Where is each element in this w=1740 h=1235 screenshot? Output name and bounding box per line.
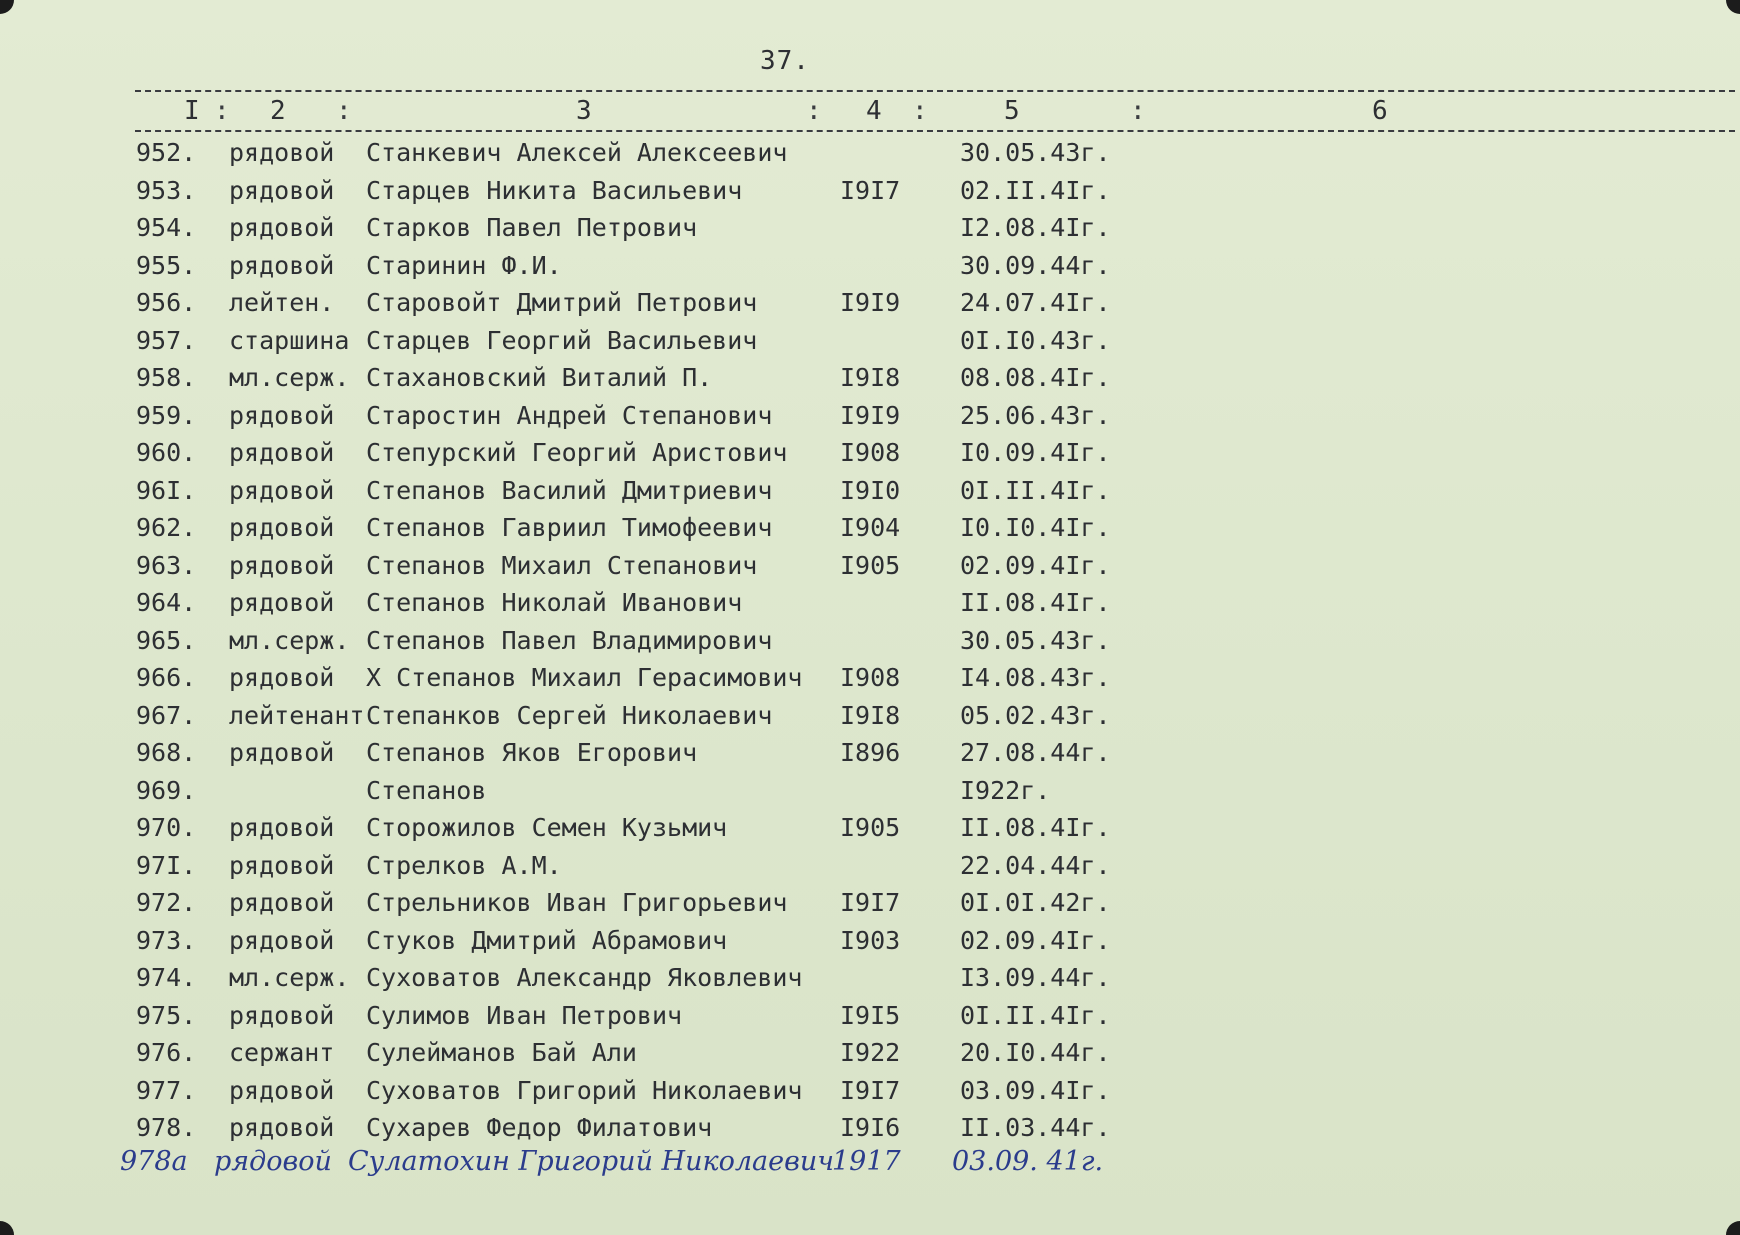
record-name: Стрельников Иван Григорьевич xyxy=(366,888,788,917)
column-header-4: 4 xyxy=(866,96,882,126)
record-date: II.03.44г. xyxy=(960,1113,1111,1142)
record-number: 969. xyxy=(136,775,197,805)
record-number: 962. xyxy=(136,513,197,542)
record-date: 20.I0.44г. xyxy=(960,1038,1111,1067)
record-date: 02.09.4Iг. xyxy=(960,925,1111,955)
record-name: Степанов Николай Иванович xyxy=(366,588,743,617)
table-row xyxy=(0,472,1740,510)
record-name: Старков Павел Петрович xyxy=(366,213,698,242)
handwritten-entry xyxy=(0,1140,1740,1190)
record-rank: старшина xyxy=(229,325,350,355)
table-row xyxy=(0,209,1740,247)
record-rank: рядовой xyxy=(229,513,335,542)
table-row xyxy=(0,134,1740,172)
table-row xyxy=(0,172,1740,210)
record-number: 965. xyxy=(136,625,197,655)
record-name: Х Степанов Михаил Герасимович xyxy=(366,663,803,692)
table-row xyxy=(0,772,1740,810)
record-rank: рядовой xyxy=(229,138,335,167)
record-name: Старовойт Дмитрий Петрович xyxy=(366,288,758,317)
record-number: 966. xyxy=(136,663,197,692)
record-number: 964. xyxy=(136,588,197,617)
scan-corner xyxy=(0,0,14,14)
record-name: Стуков Дмитрий Абрамович xyxy=(366,925,728,955)
handwritten-birth-year: 1917 xyxy=(832,1146,901,1177)
handwritten-date: 03.09. 41г. xyxy=(952,1146,1104,1177)
column-separator: : xyxy=(214,96,230,126)
record-rank: рядовой xyxy=(229,550,335,580)
record-rank: рядовой xyxy=(229,738,335,767)
record-date: I0.I0.4Iг. xyxy=(960,513,1111,542)
record-name: Степанков Сергей Николаевич xyxy=(366,700,773,730)
record-date: I3.09.44г. xyxy=(960,963,1111,992)
record-rank: сержант xyxy=(229,1038,335,1067)
record-name: Сухарев Федор Филатович xyxy=(366,1113,713,1142)
record-rank: рядовой xyxy=(229,850,335,880)
record-name: Степурский Георгий Аристович xyxy=(366,438,788,467)
record-number: 959. xyxy=(136,400,197,430)
record-rank: рядовой xyxy=(229,1075,335,1105)
table-row xyxy=(0,997,1740,1035)
record-birth-year: I9I7 xyxy=(840,175,901,205)
record-rank: рядовой xyxy=(229,250,335,280)
record-name: Степанов Павел Владимирович xyxy=(366,625,773,655)
table-row xyxy=(0,959,1740,997)
record-rank: рядовой xyxy=(229,400,335,430)
record-name: Стрелков А.М. xyxy=(366,850,562,880)
scan-corner xyxy=(1726,0,1740,14)
record-number: 975. xyxy=(136,1000,197,1030)
record-number: 955. xyxy=(136,250,197,280)
record-name: Старостин Андрей Степанович xyxy=(366,400,773,430)
table-row xyxy=(0,434,1740,472)
column-separator: : xyxy=(806,96,822,126)
record-date: 03.09.4Iг. xyxy=(960,1075,1111,1105)
record-date: 02.II.4Iг. xyxy=(960,175,1111,205)
record-number: 974. xyxy=(136,963,197,992)
record-rank: рядовой xyxy=(229,813,335,842)
record-rank: лейтенант xyxy=(229,700,365,730)
record-rank: мл.серж. xyxy=(229,963,350,992)
table-row xyxy=(0,322,1740,360)
table-row xyxy=(0,697,1740,735)
record-number: 978. xyxy=(136,1113,197,1142)
record-number: 970. xyxy=(136,813,197,842)
record-name: Старцев Георгий Васильевич xyxy=(366,325,758,355)
record-rank: рядовой xyxy=(229,438,335,467)
record-date: 30.05.43г. xyxy=(960,138,1111,167)
record-date: 0I.II.4Iг. xyxy=(960,1000,1111,1030)
record-number: 954. xyxy=(136,213,197,242)
table-row xyxy=(0,547,1740,585)
table-row xyxy=(0,659,1740,697)
record-birth-year: I9I7 xyxy=(840,888,901,917)
table-row xyxy=(0,809,1740,847)
table-row xyxy=(0,397,1740,435)
record-number: 958. xyxy=(136,363,197,392)
record-name: Старцев Никита Васильевич xyxy=(366,175,743,205)
record-date: 0I.I0.43г. xyxy=(960,325,1111,355)
record-birth-year: I904 xyxy=(840,513,901,542)
scan-corner xyxy=(0,1221,14,1235)
record-birth-year: I896 xyxy=(840,738,901,767)
record-rank: рядовой xyxy=(229,925,335,955)
table-row xyxy=(0,847,1740,885)
handwritten-name: Сулатохин Григорий Николаевич xyxy=(348,1146,835,1177)
record-date: I2.08.4Iг. xyxy=(960,213,1111,242)
header-rule-top xyxy=(135,90,1735,92)
table-row xyxy=(0,1072,1740,1110)
record-date: II.08.4Iг. xyxy=(960,588,1111,617)
record-rank: мл.серж. xyxy=(229,363,350,392)
record-birth-year: I908 xyxy=(840,663,901,692)
record-birth-year: I9I5 xyxy=(840,1000,901,1030)
record-rank: рядовой xyxy=(229,888,335,917)
table-row xyxy=(0,247,1740,285)
header-rule-bottom xyxy=(135,130,1735,132)
record-birth-year: I905 xyxy=(840,550,901,580)
table-row xyxy=(0,1034,1740,1072)
record-date: 22.04.44г. xyxy=(960,850,1111,880)
handwritten-rank: рядовой xyxy=(214,1146,332,1177)
record-name: Степанов Василий Дмитриевич xyxy=(366,475,773,505)
record-date: 27.08.44г. xyxy=(960,738,1111,767)
record-date: II.08.4Iг. xyxy=(960,813,1111,842)
scan-corner xyxy=(1726,1221,1740,1235)
record-date: 30.05.43г. xyxy=(960,625,1111,655)
record-number: 96I. xyxy=(136,475,197,505)
table-row xyxy=(0,922,1740,960)
record-date: 02.09.4Iг. xyxy=(960,550,1111,580)
record-number: 960. xyxy=(136,438,197,467)
record-name: Степанов Гавриил Тимофеевич xyxy=(366,513,773,542)
record-name: Суховатов Григорий Николаевич xyxy=(366,1075,803,1105)
table-row xyxy=(0,284,1740,322)
table-row xyxy=(0,584,1740,622)
record-number: 957. xyxy=(136,325,197,355)
column-header-5: 5 xyxy=(1004,96,1020,126)
column-separator: : xyxy=(1130,96,1146,126)
record-number: 952. xyxy=(136,138,197,167)
records-list xyxy=(0,134,1740,1147)
record-rank: рядовой xyxy=(229,1000,335,1030)
table-row xyxy=(0,359,1740,397)
record-date: 0I.0I.42г. xyxy=(960,888,1111,917)
column-header-1: I xyxy=(184,96,200,126)
record-birth-year: I908 xyxy=(840,438,901,467)
table-row xyxy=(0,884,1740,922)
record-birth-year: I9I7 xyxy=(840,1075,901,1105)
record-number: 97I. xyxy=(136,850,197,880)
record-name: Сулимов Иван Петрович xyxy=(366,1000,683,1030)
record-birth-year: I9I0 xyxy=(840,475,901,505)
record-number: 967. xyxy=(136,700,197,730)
record-date: 30.09.44г. xyxy=(960,250,1111,280)
record-birth-year: I9I8 xyxy=(840,363,901,392)
record-rank: рядовой xyxy=(229,213,335,242)
record-rank: рядовой xyxy=(229,663,335,692)
record-rank: рядовой xyxy=(229,588,335,617)
record-number: 972. xyxy=(136,888,197,917)
record-rank: рядовой xyxy=(229,1113,335,1142)
column-header-row xyxy=(0,96,1740,130)
record-birth-year: I922 xyxy=(840,1038,901,1067)
record-rank: рядовой xyxy=(229,475,335,505)
column-header-3: 3 xyxy=(576,96,592,126)
record-number: 968. xyxy=(136,738,197,767)
record-name: Сулейманов Бай Али xyxy=(366,1038,637,1067)
record-date: I922г. xyxy=(960,775,1051,805)
record-birth-year: I9I9 xyxy=(840,400,901,430)
record-birth-year: I9I8 xyxy=(840,700,901,730)
record-number: 956. xyxy=(136,288,197,317)
record-name: Суховатов Александр Яковлевич xyxy=(366,963,803,992)
record-name: Сторожилов Семен Кузьмич xyxy=(366,813,728,842)
record-name: Степанов Михаил Степанович xyxy=(366,550,758,580)
record-birth-year: I905 xyxy=(840,813,901,842)
record-name: Станкевич Алексей Алексеевич xyxy=(366,138,788,167)
handwritten-number: 978а xyxy=(120,1146,188,1177)
record-name: Степанов xyxy=(366,775,487,805)
record-birth-year: I9I9 xyxy=(840,288,901,317)
record-rank: лейтен. xyxy=(229,288,335,317)
record-date: I4.08.43г. xyxy=(960,663,1111,692)
record-number: 976. xyxy=(136,1038,197,1067)
record-date: 08.08.4Iг. xyxy=(960,363,1111,392)
record-number: 953. xyxy=(136,175,197,205)
record-number: 977. xyxy=(136,1075,197,1105)
record-rank: рядовой xyxy=(229,175,335,205)
column-separator: : xyxy=(912,96,928,126)
record-name: Старинин Ф.И. xyxy=(366,250,562,280)
table-row xyxy=(0,622,1740,660)
table-row xyxy=(0,734,1740,772)
record-name: Степанов Яков Егорович xyxy=(366,738,698,767)
record-date: I0.09.4Iг. xyxy=(960,438,1111,467)
record-birth-year: I9I6 xyxy=(840,1113,901,1142)
record-rank: мл.серж. xyxy=(229,625,350,655)
record-number: 973. xyxy=(136,925,197,955)
column-header-2: 2 xyxy=(270,96,286,126)
page-number: 37. xyxy=(760,46,810,76)
record-date: 05.02.43г. xyxy=(960,700,1111,730)
table-row xyxy=(0,509,1740,547)
column-separator: : xyxy=(336,96,352,126)
record-name: Стахановский Виталий П. xyxy=(366,363,713,392)
record-number: 963. xyxy=(136,550,197,580)
record-date: 24.07.4Iг. xyxy=(960,288,1111,317)
record-birth-year: I903 xyxy=(840,925,901,955)
record-date: 25.06.43г. xyxy=(960,400,1111,430)
record-date: 0I.II.4Iг. xyxy=(960,475,1111,505)
column-header-6: 6 xyxy=(1372,96,1388,126)
